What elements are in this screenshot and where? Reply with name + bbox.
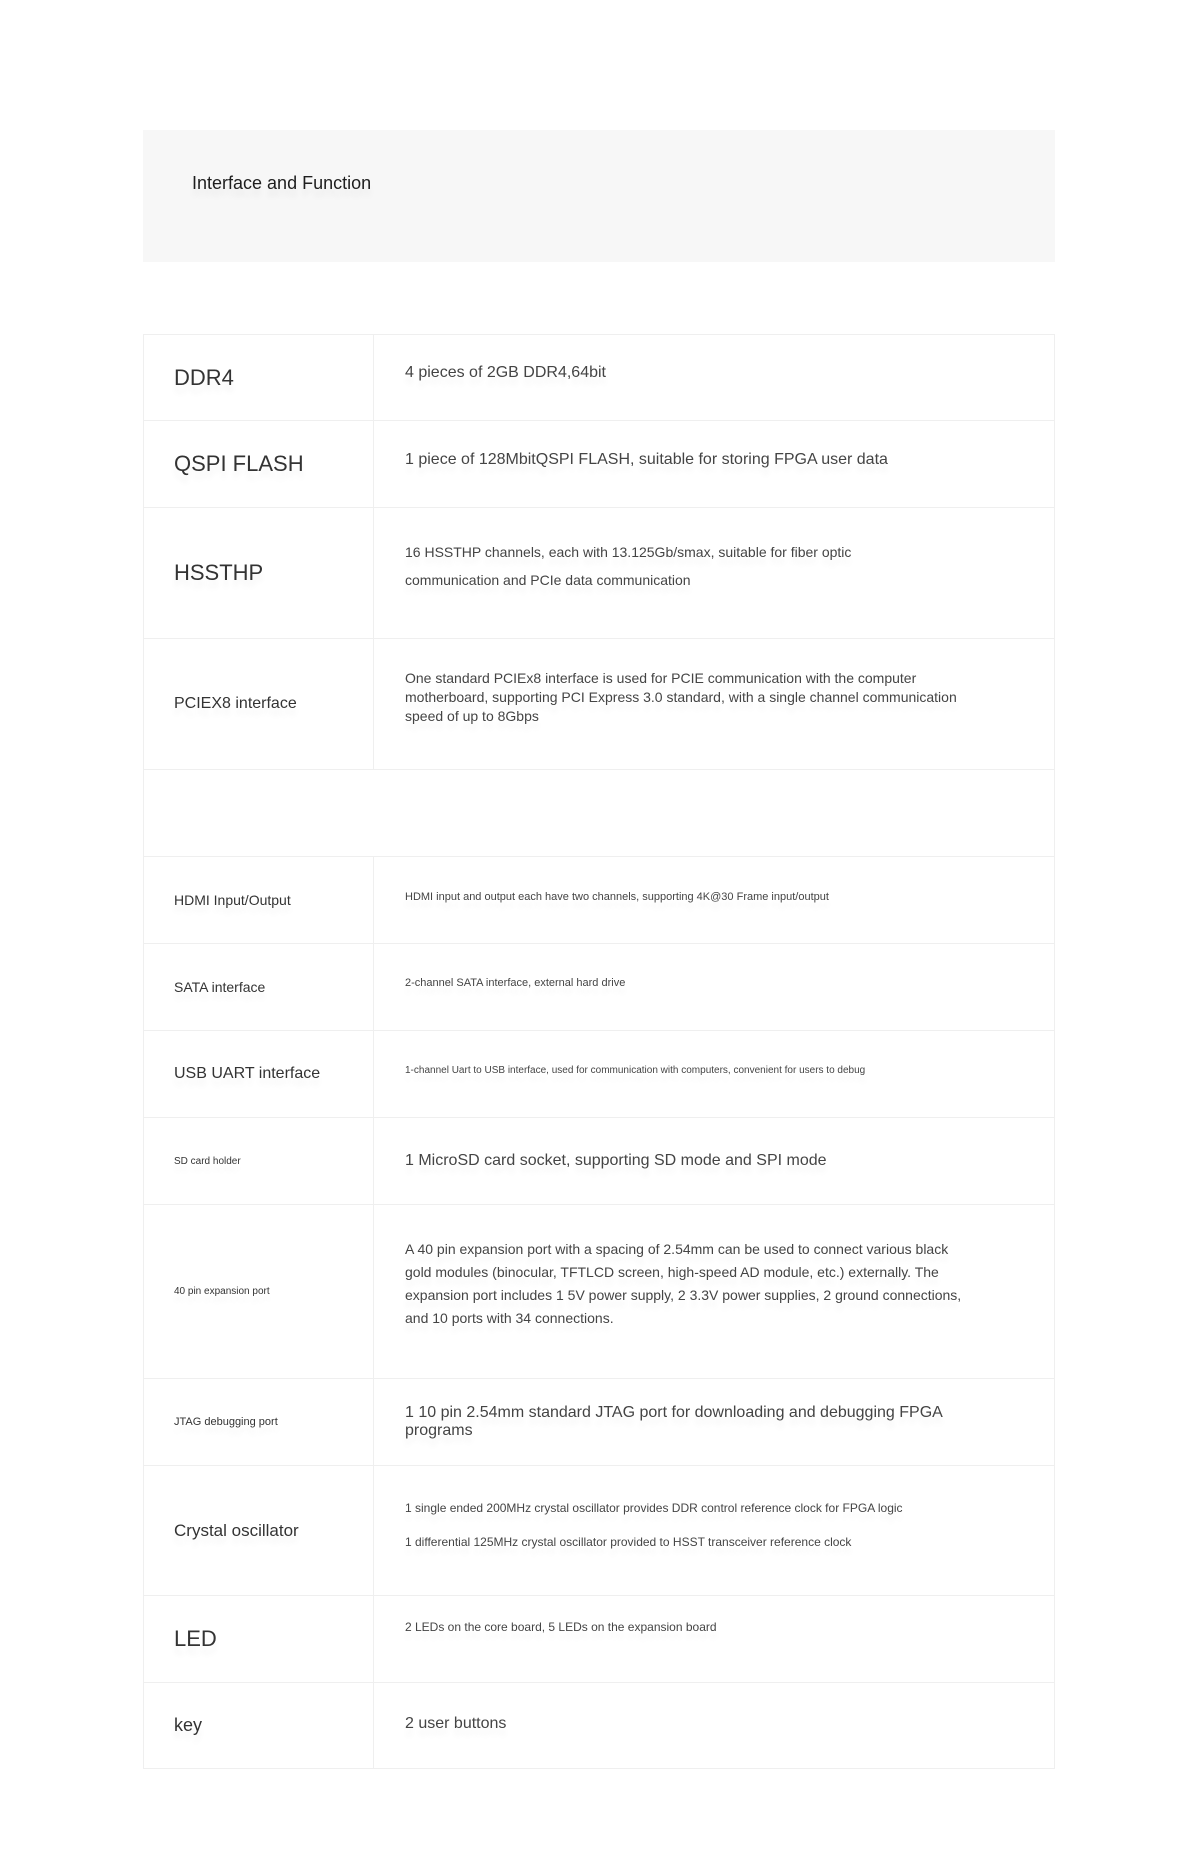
- spec-row-jtag: [144, 1379, 1054, 1466]
- spec-value-line: 2-channel SATA interface, external hard drive: [405, 977, 626, 989]
- spec-value: [374, 1379, 1054, 1465]
- spec-value-line: 1 10 pin 2.54mm standard JTAG port for downloading and debugging FPGA programs: [405, 1404, 942, 1439]
- spec-label: JTAG debugging port: [144, 1379, 374, 1465]
- spec-label: SATA interface: [144, 944, 374, 1030]
- spec-row-pciex8: [144, 639, 1054, 770]
- spec-row-usb-uart: [144, 1031, 1054, 1118]
- spec-value: [374, 1683, 1054, 1768]
- spec-row-hdmi: [144, 857, 1054, 944]
- spec-value-line: expansion port includes 1 5V power supply, 2 3.3V power supplies, 2 ground connections,: [405, 1286, 962, 1303]
- spec-value-line: communication and PCIe data communication: [405, 572, 691, 588]
- spec-value-line: 2 user buttons: [405, 1714, 507, 1732]
- spec-row-hssthp: [144, 508, 1054, 639]
- spec-label: key: [144, 1683, 374, 1768]
- table-gap: [143, 770, 1055, 856]
- spec-row-expansion-port: [144, 1205, 1054, 1379]
- spec-value: [374, 857, 1054, 943]
- spec-value: [374, 944, 1054, 1030]
- spec-label: HSSTHP: [144, 508, 374, 638]
- spec-row-sata: [144, 944, 1054, 1031]
- spec-label: SD card holder: [144, 1118, 374, 1204]
- spec-row-led: [144, 1596, 1054, 1683]
- spec-value-line: and 10 ports with 34 connections.: [405, 1309, 614, 1326]
- spec-value-line: HDMI input and output each have two channels, supporting 4K@30 Frame input/output: [405, 891, 829, 903]
- spec-value: [374, 335, 1054, 420]
- section-header: [143, 130, 1055, 262]
- spec-value: [374, 1205, 1054, 1378]
- section-title: Interface and Function: [192, 173, 372, 193]
- spec-row-key: [144, 1683, 1054, 1769]
- spec-value: [374, 1596, 1054, 1682]
- spec-label: QSPI FLASH: [144, 421, 374, 507]
- spec-value-line: speed of up to 8Gbps: [405, 707, 539, 724]
- spec-row-crystal-oscillator: [144, 1466, 1054, 1596]
- spec-value: [374, 1466, 1054, 1595]
- spec-value-line: 2 LEDs on the core board, 5 LEDs on the expansion board: [405, 1620, 717, 1634]
- spec-row-ddr4: [144, 335, 1054, 421]
- spec-value-line: 16 HSSTHP channels, each with 13.125Gb/smax, suitable for fiber optic: [405, 544, 852, 560]
- spec-value-line: A 40 pin expansion port with a spacing of 2.54mm can be used to connect various black: [405, 1240, 949, 1257]
- spec-label: LED: [144, 1596, 374, 1682]
- spec-value: [374, 639, 1054, 769]
- spec-value: [374, 1118, 1054, 1204]
- spec-value-line: 1-channel Uart to USB interface, used for communication with computers, convenient for users to debug: [405, 1064, 866, 1076]
- spec-label: USB UART interface: [144, 1031, 374, 1117]
- spec-value: [374, 421, 1054, 507]
- spec-table-top: [143, 334, 1055, 770]
- spec-label: Crystal oscillator: [144, 1466, 374, 1595]
- spec-label: DDR4: [144, 335, 374, 420]
- spec-value-line: 1 differential 125MHz crystal oscillator provided to HSST transceiver reference clock: [405, 1534, 852, 1549]
- spec-label: PCIEX8 interface: [144, 639, 374, 769]
- spec-row-sd-card: [144, 1118, 1054, 1205]
- spec-table-bottom: [143, 856, 1055, 1769]
- spec-label: HDMI Input/Output: [144, 857, 374, 943]
- spec-value-line: 4 pieces of 2GB DDR4,64bit: [405, 363, 606, 381]
- spec-value: [374, 508, 1054, 638]
- spec-value-line: 1 MicroSD card socket, supporting SD mode and SPI mode: [405, 1152, 827, 1169]
- spec-value-line: motherboard, supporting PCI Express 3.0 standard, with a single channel communication: [405, 688, 957, 705]
- spec-row-qspi-flash: [144, 421, 1054, 508]
- spec-value-line: 1 piece of 128MbitQSPI FLASH, suitable for storing FPGA user data: [405, 451, 888, 468]
- spec-label: 40 pin expansion port: [144, 1205, 374, 1378]
- spec-value-line: gold modules (binocular, TFTLCD screen, high-speed AD module, etc.) externally. The: [405, 1263, 939, 1280]
- spec-value-line: One standard PCIEx8 interface is used for PCIE communication with the computer: [405, 669, 917, 686]
- spec-value: [374, 1031, 1054, 1117]
- spec-value-line: 1 single ended 200MHz crystal oscillator provides DDR control reference clock for FPGA logic: [405, 1500, 903, 1515]
